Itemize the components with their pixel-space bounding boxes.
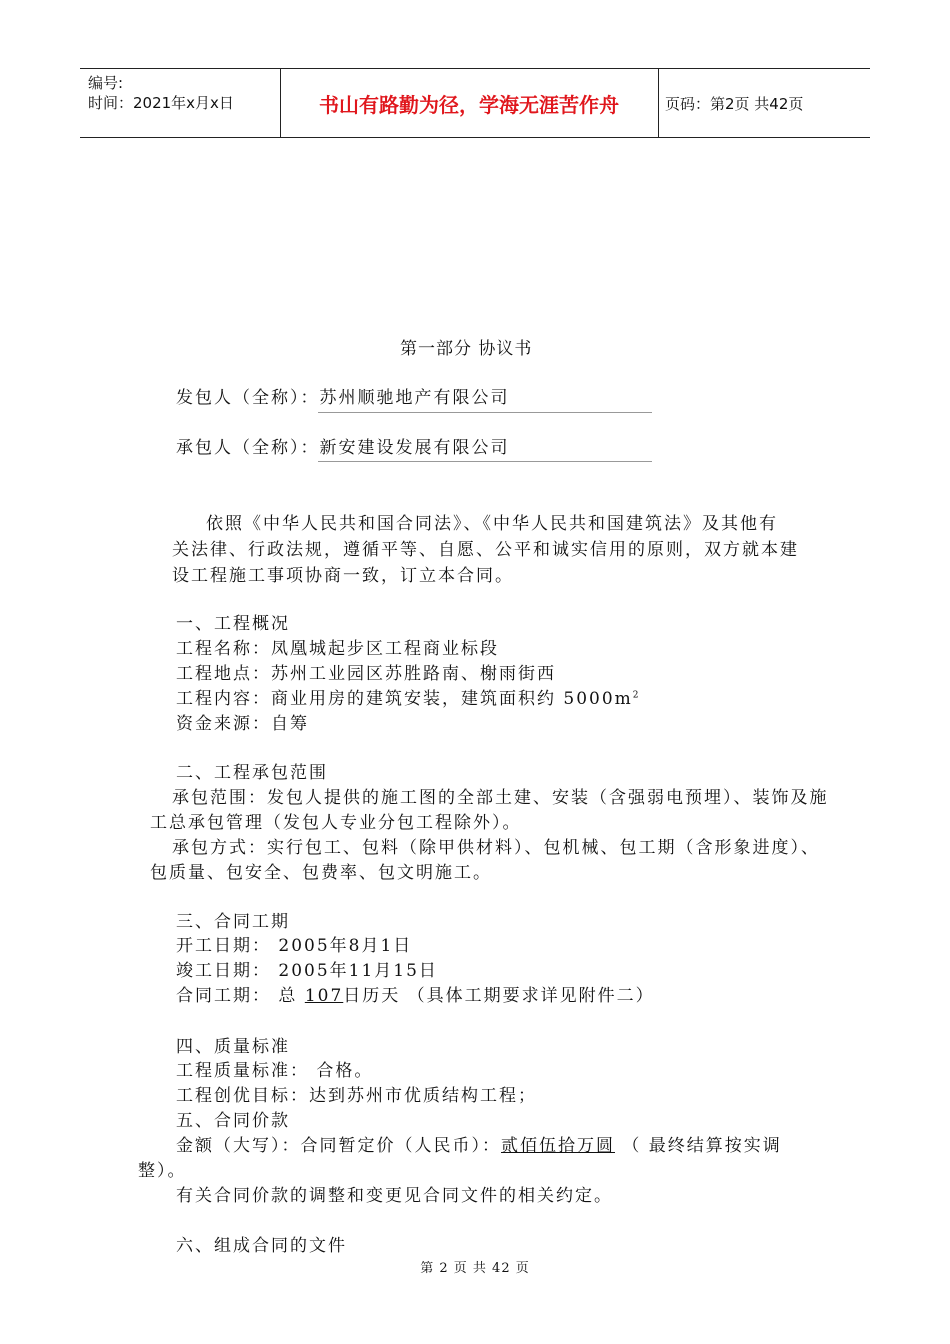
end-date: 竣工日期： 2005年11月15日: [176, 961, 438, 981]
duration-days: 107: [304, 986, 344, 1006]
page-header: [80, 68, 870, 138]
project-name: 工程名称：凤凰城起步区工程商业标段: [176, 639, 499, 659]
section-heading: 五、合同价款: [176, 1111, 290, 1131]
section-heading: 三、合同工期: [176, 912, 290, 932]
project-location: 工程地点：苏州工业园区苏胜路南、榭雨街西: [176, 664, 556, 684]
doc-title: 第一部分 协议书: [400, 339, 533, 359]
quality-standard: 工程质量标准： 合格。: [176, 1061, 374, 1081]
time-label: 时间：2021年x月x日: [88, 94, 234, 112]
contract-amount-cont: 整）。: [138, 1161, 187, 1181]
intro-line: 设工程施工事项协商一致，订立本合同。: [172, 566, 514, 586]
section-heading: 六、组成合同的文件: [176, 1236, 347, 1256]
intro-line: 关法律、行政法规，遵循平等、自愿、公平和诚实信用的原则，双方就本建: [172, 540, 799, 560]
header-meta: [88, 73, 234, 113]
contract-duration: 合同工期： 总 107日历天 （具体工期要求详见附件二）: [176, 986, 655, 1006]
employer-underline: [318, 412, 652, 413]
amount-value: 贰佰伍拾万圆: [501, 1136, 615, 1156]
header-page-info: 页码：第2页 共42页: [665, 94, 804, 113]
header-divider: [658, 69, 659, 137]
page-footer: 第 2 页 共 42 页: [420, 1261, 530, 1276]
section-heading: 四、质量标准: [176, 1037, 290, 1057]
employer-line: 发包人（全称）：苏州顺驰地产有限公司: [176, 388, 510, 408]
mode-line: 承包方式：实行包工、包料（除甲供材料）、包机械、包工期（含形象进度）、: [172, 838, 820, 858]
intro-line: 依照《中华人民共和国合同法》、《中华人民共和国建筑法》及其他有: [206, 514, 778, 534]
section-heading: 二、工程承包范围: [176, 763, 328, 783]
scope-line: 承包范围：发包人提供的施工图的全部土建、安装（含强弱电预埋）、装饰及施: [172, 788, 829, 808]
start-date: 开工日期： 2005年8月1日: [176, 936, 413, 956]
code-label: 编号:: [88, 74, 124, 92]
amount-note: 有关合同价款的调整和变更见合同文件的相关约定。: [176, 1186, 613, 1206]
project-funding: 资金来源：自筹: [176, 714, 309, 734]
scope-line: 工总承包管理（发包人专业分包工程除外）。: [150, 813, 522, 833]
mode-line: 包质量、包安全、包费率、包文明施工。: [150, 863, 492, 883]
contractor-line: 承包人（全称）：新安建设发展有限公司: [176, 438, 510, 458]
section-heading: 一、工程概况: [176, 614, 290, 634]
header-motto: 书山有路勤为径，学海无涯苦作舟: [319, 92, 619, 117]
contractor-underline: [318, 461, 652, 462]
quality-goal: 工程创优目标：达到苏州市优质结构工程；: [176, 1086, 537, 1106]
project-content: 工程内容：商业用房的建筑安装，建筑面积约 $5000m^2$: [176, 689, 641, 709]
contract-amount: 金额（大写）：合同暂定价（人民币）：贰佰伍拾万圆 （ 最终结算按实调: [176, 1136, 782, 1156]
